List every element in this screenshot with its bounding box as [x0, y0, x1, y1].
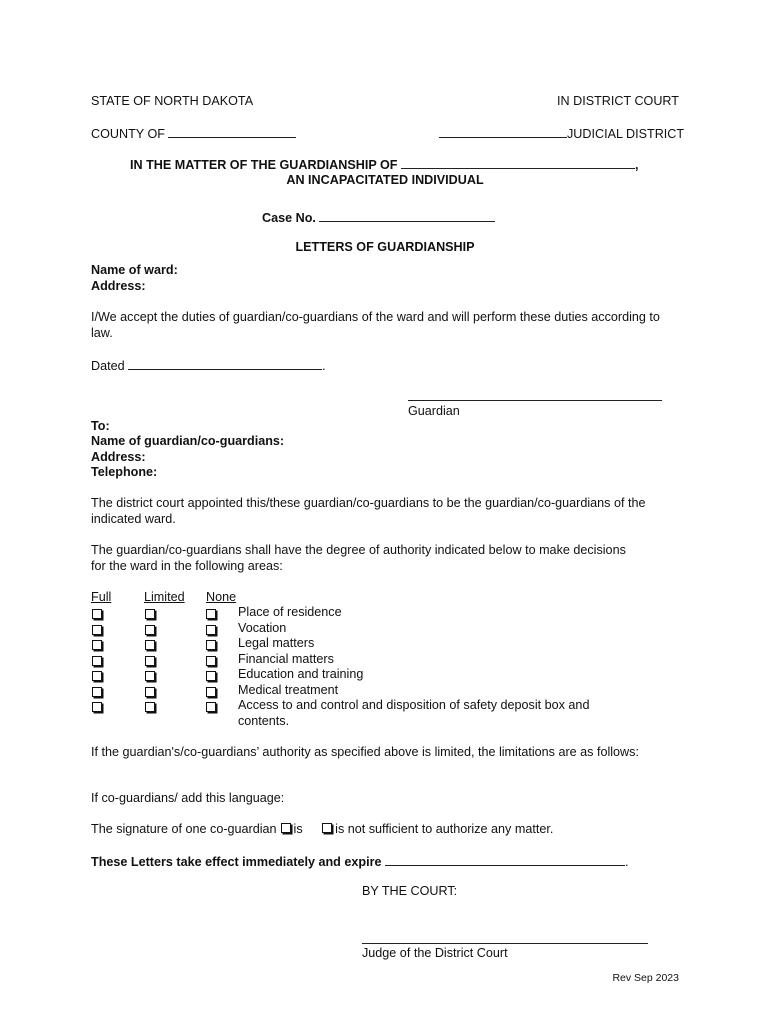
authority-checkbox-none[interactable]	[206, 656, 216, 666]
authority-area-label: Financial matters	[238, 651, 334, 666]
expiration-blank[interactable]	[385, 853, 625, 866]
case-number-row	[262, 209, 495, 225]
authority-checkbox-limited[interactable]	[145, 671, 155, 681]
authority-checkbox-limited[interactable]	[145, 656, 155, 666]
district-number-blank[interactable]	[439, 125, 567, 138]
authority-checkbox-none[interactable]	[206, 687, 216, 697]
state-label: STATE OF NORTH DAKOTA	[91, 94, 254, 108]
signature-rule-prefix: The signature of one co-guardian	[91, 822, 277, 836]
authority-checkbox-limited[interactable]	[145, 625, 155, 635]
judge-signature-line[interactable]	[362, 943, 648, 944]
county-label: COUNTY OF	[91, 127, 165, 141]
case-number-label: Case No.	[262, 211, 316, 225]
authority-checkbox-limited[interactable]	[145, 609, 155, 619]
matter-heading: IN THE MATTER OF THE GUARDIANSHIP OF	[130, 158, 398, 172]
authority-area-label: contents.	[238, 713, 290, 728]
authority-checkbox-none[interactable]	[206, 702, 216, 712]
signature-rule-row	[91, 822, 553, 836]
authority-checkbox-none[interactable]	[206, 640, 216, 650]
coguardian-note: If co-guardians/ add this language:	[91, 791, 285, 805]
guardian-caption: Guardian	[408, 404, 460, 418]
district-label: JUDICIAL DISTRICT	[567, 127, 685, 141]
authority-area-label: Access to and control and disposition of safety deposit box and	[238, 698, 590, 712]
guardian-signature-line[interactable]	[408, 400, 662, 401]
effect-period: .	[624, 855, 629, 869]
authority-checkbox-none[interactable]	[206, 671, 216, 681]
is-not-sufficient-checkbox[interactable]	[322, 823, 332, 833]
ward-name-blank[interactable]	[401, 156, 635, 169]
authority-checkbox-full[interactable]	[92, 609, 102, 619]
dated-blank[interactable]	[128, 357, 322, 370]
effect-text: These Letters take effect immediately and expire	[91, 855, 382, 869]
authority-area-label: Place of residence	[238, 605, 342, 619]
authority-checkbox-full[interactable]	[92, 625, 102, 635]
authority-area-label: Vocation	[238, 620, 287, 635]
dated-label: Dated	[91, 359, 125, 373]
effect-row	[91, 853, 628, 869]
matter-comma: ,	[635, 158, 639, 172]
authority-intro: The guardian/co-guardians shall have the degree of authority indicated below to make decisions for the ward in the following areas:	[91, 543, 626, 573]
column-limited: Limited	[144, 590, 185, 604]
authority-area-label: Medical treatment	[238, 682, 339, 697]
signature-rule-suffix: is not sufficient to authorize any matter.	[335, 822, 554, 836]
authority-checkbox-full[interactable]	[92, 687, 102, 697]
court-label: IN DISTRICT COURT	[557, 94, 679, 108]
authority-checkbox-full[interactable]	[92, 671, 102, 681]
matter-line-2: AN INCAPACITATED INDIVIDUAL	[286, 173, 484, 187]
is-sufficient-checkbox[interactable]	[281, 823, 291, 833]
column-none: None	[206, 590, 237, 604]
authority-checkbox-full[interactable]	[92, 640, 102, 650]
authority-checkbox-limited[interactable]	[145, 687, 155, 697]
authority-checkbox-limited[interactable]	[145, 702, 155, 712]
authority-checkbox-limited[interactable]	[145, 640, 155, 650]
acceptance-text: I/We accept the duties of guardian/co-guardians of the ward and will perform these duties according to law.	[91, 310, 660, 340]
guardian-telephone-label: Telephone:	[91, 465, 158, 479]
authority-checkbox-full[interactable]	[92, 702, 102, 712]
ward-name-label: Name of ward:	[91, 263, 178, 277]
authority-checkbox-none[interactable]	[206, 625, 216, 635]
dated-period: .	[322, 359, 326, 373]
signature-rule-is: is	[293, 822, 303, 836]
ward-address-label: Address:	[91, 279, 146, 293]
column-full: Full	[91, 590, 112, 604]
judge-caption: Judge of the District Court	[362, 946, 508, 960]
authority-checkbox-none[interactable]	[206, 609, 216, 619]
dated-row	[91, 357, 326, 373]
district-row	[439, 125, 684, 141]
guardian-name-label: Name of guardian/co-guardians:	[91, 434, 285, 448]
guardian-address-label: Address:	[91, 450, 146, 464]
appointment-text: The district court appointed this/these guardian/co-guardians to be the guardian/co-guardians of the indicated ward.	[91, 496, 646, 526]
case-number-blank[interactable]	[319, 209, 495, 222]
authority-checkbox-full[interactable]	[92, 656, 102, 666]
authority-area-label: Legal matters	[238, 636, 315, 650]
limitations-text: If the guardian's/co-guardians’ authority as specified above is limited, the limitations are as follows:	[91, 745, 639, 759]
authority-area-label: Education and training	[238, 667, 364, 681]
county-row	[91, 125, 296, 141]
to-label: To:	[91, 419, 110, 433]
document-title: LETTERS OF GUARDIANSHIP	[295, 240, 475, 254]
by-the-court-label: BY THE COURT:	[362, 884, 458, 898]
revision-label: Rev Sep 2023	[612, 972, 679, 984]
matter-line-1	[130, 156, 639, 172]
county-blank[interactable]	[168, 125, 296, 138]
